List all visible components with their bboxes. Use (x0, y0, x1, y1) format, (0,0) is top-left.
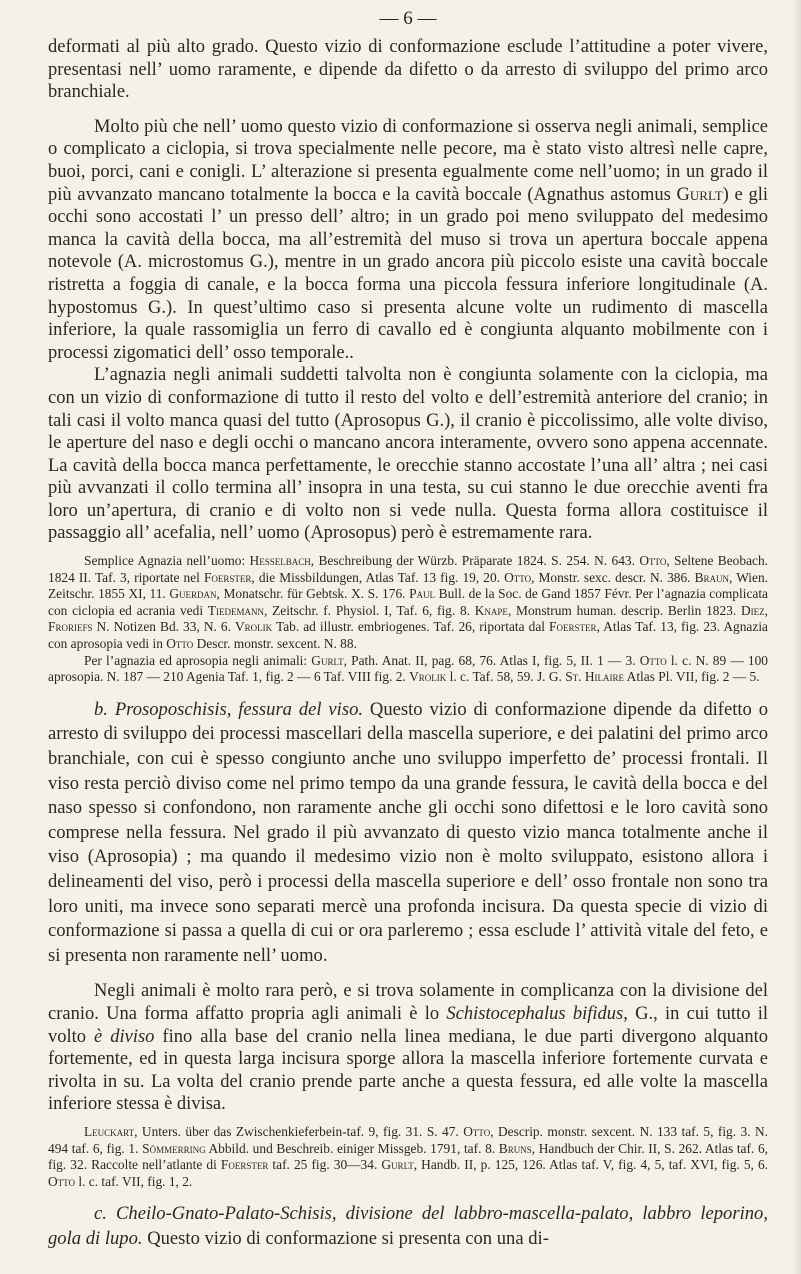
text-run: Tab. ad illustr. embriogenes. Taf. 26, riportata dal (272, 619, 550, 635)
section-b-label: b. (94, 698, 108, 720)
author-name: Foerster (203, 569, 252, 585)
author-name: Otto (166, 636, 194, 652)
text-run: , Handbuch der Chir. II, S. 262. Atlas taf. 6, fig. 32. Raccolte nell’atlante di (48, 1140, 768, 1173)
author-name: Foerster (220, 1157, 269, 1173)
text-run: l. c. N. 89 — 100 aprosopia. N. 187 — 210 Agenia Taf. 1, fig. 2 — 6 Taf. VIII fig. 2. (48, 652, 768, 685)
text-run: , Atlas Taf. 13, fig. 23. Agnazia con aprosopia vedi in (48, 619, 768, 652)
author-name: Knape (474, 602, 508, 618)
author-name: Braun (694, 569, 730, 585)
footnote-human (48, 553, 768, 653)
author-name: Vrolik (409, 669, 447, 685)
author-name: Froriefs (48, 619, 93, 635)
text-run: , Zeitschr. f. Physiol. I, Taf. 6, fig. 8. (263, 602, 475, 618)
text-run: fino alla base del cranio nella linea mediana, le due parti divergono alquanto fortemente, ed in questa larga incisura sporge allora la mascella inferiore fortemente curvata e rivolta in su. La volta del cranio prende parte anche a questa fessura, ed alle volte la mascella inferiore stessa è divisa. (48, 1026, 768, 1115)
section-c-paragraph (48, 1202, 768, 1251)
author-name: Hesselbach (249, 553, 311, 569)
section-b-paragraph (48, 698, 768, 969)
author-name: Tiedemann (207, 602, 264, 618)
text-run: l. c. Taf. 58, 59. J. G. (446, 669, 566, 685)
section-c-label: c. (94, 1203, 107, 1225)
text-run: , Seltene Beobach. 1824 II. Taf. 3, riportate nel (48, 553, 769, 585)
text-run: , Path. Anat. II, pag. 68, 76. Atlas I, fig. 5, II. 1 — 3. (343, 652, 640, 668)
text-run: , Monstrum human. descrip. Berlin 1823. (507, 602, 741, 618)
text-run: Negli animali è molto rara però, e si trova solamente in complicanza con la divisione del cranio. Una forma affatto propria agli animali è lo (48, 981, 768, 1024)
text-run: Semplice Agnazia nell’uomo: (84, 553, 250, 569)
author-name: Vrolik (234, 619, 273, 635)
text-run: , Monstr. sexc. descr. N. 386. (531, 569, 695, 585)
text-run: taf. 25 fig. 30—34. (268, 1157, 382, 1173)
author-name: Diez (740, 602, 765, 618)
author-name: Sömmerring (142, 1140, 206, 1156)
author-name: Otto (504, 569, 532, 585)
paragraph-agnazia-aprosopus: L’agnazia negli animali suddetti talvolta non è congiunta solamente con la ciclopia, ma con un vizio di conformazione di tutto il resto del volto e dell’estremità anteriore del cranio; in tali casi il volto manca quasi del tutto (Aprosopus G.), il cranio è piccolissimo, alle volte diviso, le aperture del naso e degli occhi o mancano ancora interamente, ovvero sono appena accennate. La cavità della bocca manca perfettamente, le orecchie stanno accostate l’una all’ altra ; nei casi più avvanzati il collo termina all’ insopra in una testa, su cui stanno le due orecchie aventi fra loro un’apertura, di cranio e di volto non si vede nulla. Questa forma allora costituisce il passaggio all’ acefalia, nell’ uomo (Aprosopus) però è estremamente rara. (48, 365, 768, 544)
text-run: Per l’agnazia ed aprosopia negli animali: (84, 652, 312, 668)
text-run: , Wien. Zeitschr. 1855 XI, 11. (48, 569, 768, 602)
section-c-title: Cheilo-Gnato-Palato-Schisis, divisione del labbro-mascella-palato, labbro leporino, gola di lupo. (48, 1203, 768, 1249)
book-page (48, 8, 768, 1251)
section-b-text: Questo vizio di conformazione dipende da difetto o arresto di sviluppo dei processi mascellari della mascella superiore, e dei palatini del primo arco branchiale, con cui è spesso congiunto anche uno sviluppo imperfetto de’ processi frontali. Il viso resta perciò diviso come nel primo tempo da una grande fessura, le cavità della bocca e del naso spesso si confondono, non raramente anche gli occhi sono difettosi e le loro cavità sono comprese nella fessura. Nel grado il più avvanzato di questo vizio manca totalmente anche il viso (Aprosopia) ; ma quando il medesimo vizio non è molto sviluppato, esistono allora i delineamenti del viso, però i processi della mascella superiore e dell’ osso frontale non sono tra loro uniti, ma invece sono separati mercè una profonda incisura. Da questa specie di vizio di conformazione si passa a quella di cui or ora parleremo ; essa esclude l’ attività vitale del feto, e si presenta non raramente nell’ uomo. (48, 698, 769, 966)
footnote-block (48, 553, 768, 686)
text-run: Bull. de la Soc. de Gand 1857 Févr. Per l’agnazia complicata con ciclopia ed acrania vedi (48, 586, 768, 618)
text-run: , Descrip. monstr. sexcent. N. 133 taf. 5, fig. 3. N. 494 taf. 6, fig. 1. (48, 1123, 768, 1156)
footnote-animals (48, 653, 768, 686)
author-name: Otto (48, 1173, 76, 1189)
text-run: , Monatschr. für Gebtsk. X. S. 176. (216, 586, 410, 602)
text-run: , G., in cui tutto il volto (48, 1003, 768, 1047)
intro-paragraph: deformati al più alto grado. Questo vizio di conformazione esclude l’attitudine a poter vivere, presentasi nell’ uomo raramente, e dipende da difetto o da arresto di sviluppo del primo arco branchiale. (48, 37, 768, 103)
section-b-title: Prosoposchisis, fessura del viso. (114, 698, 364, 720)
text-run: ) e gli occhi sono accostati l’ un presso dell’ altro; in un grado poi meno sviluppato del medesimo manca la cavità della bocca, ma all’estremità del muso si trova un apertura boccale appena notevole (A. microstomus G.), mentre in un grado ancora più piccolo esiste una cavità boccale ristretta a foggia di canale, e la bocca forma una piccola fessura inferiore longitudinale (A. hypostomus G.). In quest’ultimo caso si presenta alcune volte un rudimento di mascella inferiore, la quale rassomiglia un ferro di cavallo ed è congiunta alquanto mobilmente con i processi zigomatici dell’ osso temporale.. (48, 184, 768, 363)
scan-edge-shadow (793, 0, 801, 1274)
text-run: N. Notizen Bd. 33, N. 6. (92, 619, 235, 635)
text-run: Atlas Pl. VII, fig. 2 — 5. (624, 669, 760, 685)
text-run: , Handb. II, p. 125, 126. Atlas taf. V, fig. 4, 5, taf. XVI, fig. 5, 6. (413, 1157, 768, 1173)
text-run: Abbild. und Beschreib. einiger Missgeb. 1791, taf. 8. (205, 1140, 499, 1156)
paragraph-agnazia-animals (48, 116, 768, 365)
author-name: Gurlt (381, 1157, 414, 1173)
author-name: Otto (639, 652, 667, 668)
footnote-schisis (48, 1124, 768, 1190)
author-name: Gurlt (676, 184, 723, 205)
text-run: , (764, 602, 769, 618)
text-run: l. c. taf. VII, fig. 1, 2. (75, 1173, 193, 1189)
author-name: Guerdan (169, 586, 217, 602)
author-name: St. Hilaire (565, 669, 625, 685)
text-run: , die Missbildungen, Atlas Taf. 13 fig. 19, 20. (251, 569, 505, 585)
text-run: , Unters. über das Zwischenkieferbein-taf. 9, fig. 31. S. 47. (134, 1123, 464, 1139)
footnote-block-2 (48, 1124, 768, 1190)
author-name: Foerster (549, 619, 597, 635)
text-run: , Beschreibung der Würzb. Präparate 1824. S. 254. N. 643. (310, 553, 640, 569)
text-run: Molto più che nell’ uomo questo vizio di conformazione si osserva negli animali, semplice o complicato a ciclopia, si trova specialmente nelle pecore, ma è stato visto altresì nelle capre, buoi, porci, cani e conigli. L’ alterazione si presenta egualmente come nell’uomo; in un grado il più avvanzato mancano totalmente la bocca e la cavità boccale (Agnathus astomus (48, 116, 768, 205)
page-number: — 6 — (379, 8, 437, 29)
text-run: Descr. monstr. sexcent. N. 88. (193, 636, 357, 652)
paragraph-schistocephalus (48, 980, 768, 1116)
author-name: Otto (639, 553, 667, 569)
author-name: Leuckart (84, 1123, 135, 1139)
section-c-text: Questo vizio di conformazione si presenta con una di- (147, 1227, 549, 1249)
author-name: Bruns (498, 1140, 532, 1156)
author-name: Otto (463, 1123, 491, 1139)
emphasis-text: è diviso (94, 1026, 155, 1047)
author-name: Paul (409, 586, 436, 602)
species-name: Schistocephalus bifidus (446, 1003, 624, 1024)
author-name: Gurlt (311, 652, 344, 668)
